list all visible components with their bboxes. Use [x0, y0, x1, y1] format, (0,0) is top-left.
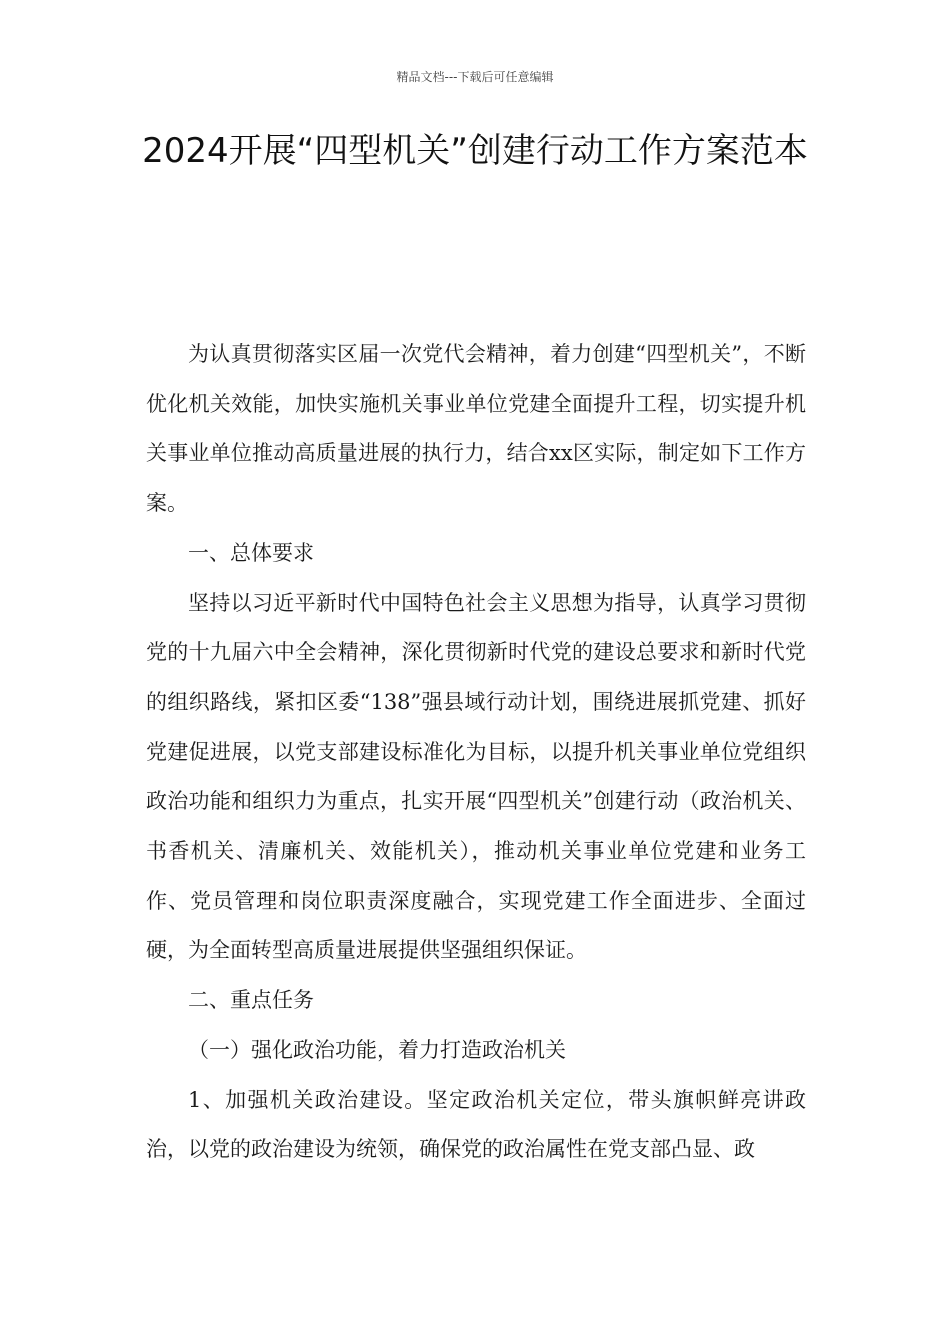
- general-requirements-paragraph: 坚持以习近平新时代中国特色社会主义思想为指导，认真学习贯彻党的十九届六中全会精神，深化贯彻新时代党的建设总要求和新时代党的组织路线，紧扣区委“138”强县域行动计划，围绕进展抓党建、抓好党建促进展，以党支部建设标准化为目标，以提升机关事业单位党组织政治功能和组织力为重点，扎实开展“四型机关”创建行动（政治机关、书香机关、清廉机关、效能机关），推动机关事业单位党建和业务工作、党员管理和岗位职责深度融合，实现党建工作全面进步、全面过硬，为全面转型高质量进展提供坚强组织保证。: [146, 590, 806, 963]
- intro-paragraph: 为认真贯彻落实区届一次党代会精神，着力创建“四型机关”，不断优化机关效能，加快实施机关事业单位党建全面提升工程，切实提升机关事业单位推动高质量进展的执行力，结合xx区实际，制定如下工作方案。: [146, 342, 806, 516]
- document-title: 2024开展“四型机关”创建行动工作方案范本: [142, 131, 808, 171]
- item-paragraph-political-building: 1、加强机关政治建设。坚定政治机关定位，带头旗帜鲜亮讲政治，以党的政治建设为统领，确保党的政治属性在党支部凸显、政: [146, 1087, 806, 1162]
- subsection-heading-political-function: （一）强化政治功能，着力打造政治机关: [188, 1037, 566, 1062]
- section-heading-key-tasks: 二、重点任务: [188, 988, 314, 1013]
- document-body: [146, 330, 806, 1175]
- header-note: 精品文档---下载后可任意编辑: [396, 70, 554, 84]
- section-heading-general-requirements: 一、总体要求: [188, 540, 314, 565]
